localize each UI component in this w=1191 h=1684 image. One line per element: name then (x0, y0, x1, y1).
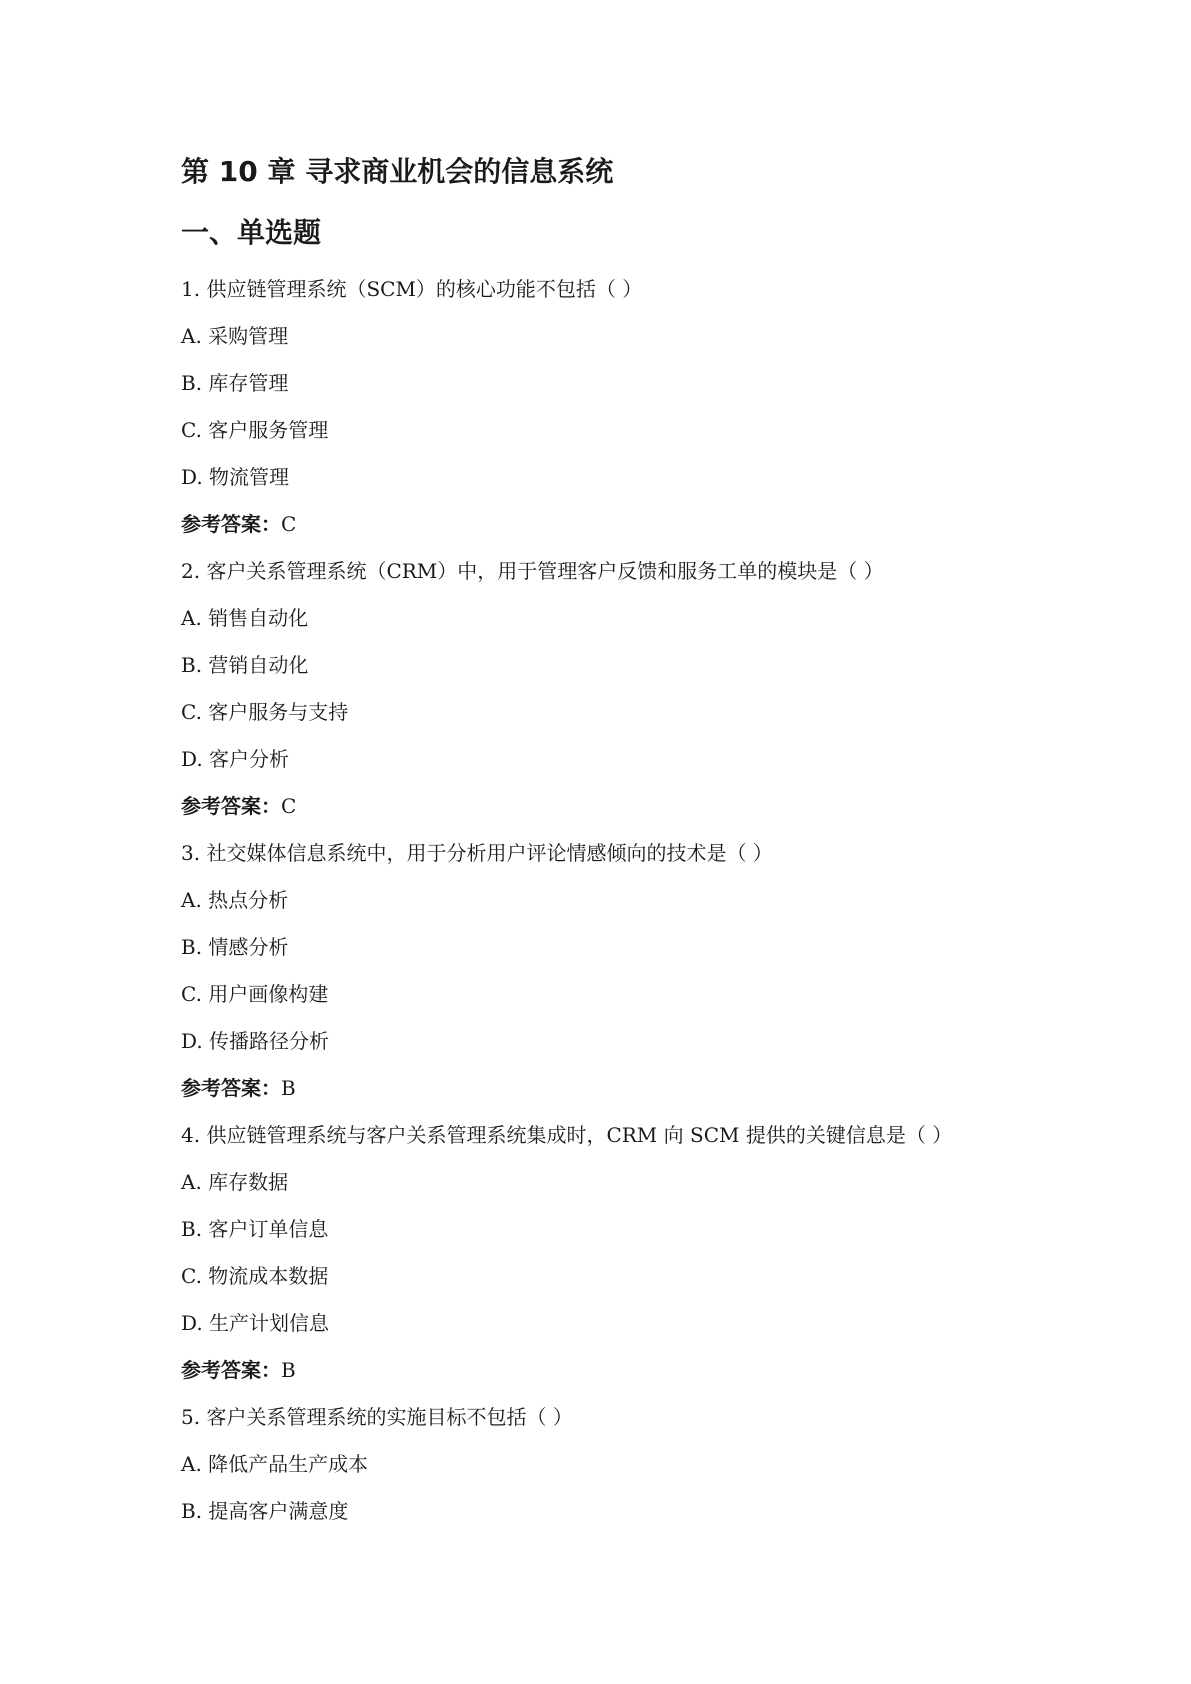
question-text: 5. 客户关系管理系统的实施目标不包括（ ） (181, 1405, 573, 1429)
answer-label: 参考答案 (181, 1358, 261, 1382)
answer-separator: ： (261, 794, 281, 818)
question-text: 2. 客户关系管理系统（CRM）中，用于管理客户反馈和服务工单的模块是（ ） (181, 559, 884, 583)
option-b: B. 营销自动化 (181, 653, 309, 677)
question-text: 1. 供应链管理系统（SCM）的核心功能不包括（ ） (181, 277, 643, 301)
option-a: A. 降低产品生产成本 (181, 1452, 369, 1476)
answer-value: B (281, 1076, 296, 1100)
answer-separator: ： (261, 1076, 281, 1100)
answer-separator: ： (261, 512, 281, 536)
question-4 (181, 1112, 1021, 1394)
option-a: A. 采购管理 (181, 324, 289, 348)
option-c: C. 客户服务管理 (181, 418, 329, 442)
option-a: A. 热点分析 (181, 888, 289, 912)
option-c: C. 用户画像构建 (181, 982, 329, 1006)
section-title: 一、单选题 (181, 216, 322, 249)
question-3 (181, 830, 1021, 1112)
answer-label: 参考答案 (181, 794, 261, 818)
option-a: A. 库存数据 (181, 1170, 289, 1194)
option-c: C. 物流成本数据 (181, 1264, 329, 1288)
reference-answer (181, 1065, 1021, 1112)
answer-value: C (281, 794, 297, 818)
answer-value: B (281, 1358, 296, 1382)
answer-label: 参考答案 (181, 1076, 261, 1100)
answer-separator: ： (261, 1358, 281, 1382)
answer-label: 参考答案 (181, 512, 261, 536)
option-d: D. 客户分析 (181, 747, 290, 771)
option-b: B. 情感分析 (181, 935, 289, 959)
chapter-title: 第 10 章 寻求商业机会的信息系统 (181, 155, 614, 188)
option-c: C. 客户服务与支持 (181, 700, 349, 724)
question-1 (181, 266, 1021, 548)
option-d: D. 传播路径分析 (181, 1029, 330, 1053)
option-d: D. 物流管理 (181, 465, 290, 489)
question-text: 4. 供应链管理系统与客户关系管理系统集成时，CRM 向 SCM 提供的关键信息是（ ） (181, 1123, 953, 1147)
option-a: A. 销售自动化 (181, 606, 309, 630)
question-2 (181, 548, 1021, 830)
document-page (181, 152, 1021, 1535)
option-b: B. 客户订单信息 (181, 1217, 329, 1241)
reference-answer (181, 501, 1021, 548)
question-text: 3. 社交媒体信息系统中，用于分析用户评论情感倾向的技术是（ ） (181, 841, 773, 865)
answer-value: C (281, 512, 297, 536)
option-b: B. 提高客户满意度 (181, 1499, 349, 1523)
option-b: B. 库存管理 (181, 371, 289, 395)
option-d: D. 生产计划信息 (181, 1311, 330, 1335)
reference-answer (181, 783, 1021, 830)
reference-answer (181, 1347, 1021, 1394)
question-5 (181, 1394, 1021, 1535)
